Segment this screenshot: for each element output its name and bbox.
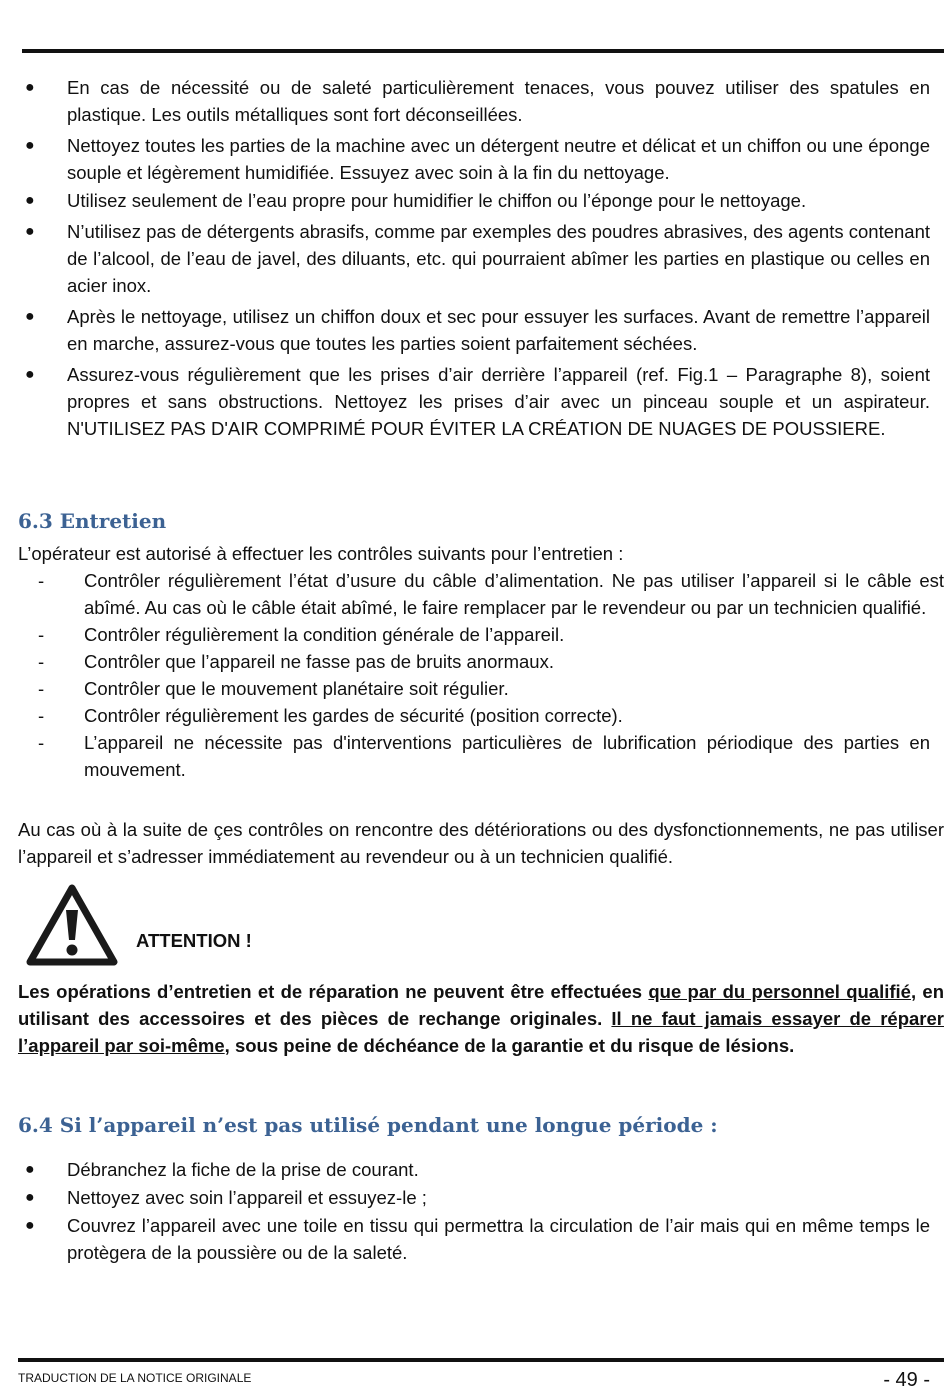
list-item: ● N’utilisez pas de détergents abrasifs, comme par exemples des poudres abrasives, des agents contenant de l’alcool, de l’eau de javel, des diluants, etc. qui pourraient abîmer les parties en plastique ou celles en acier inox. — [18, 218, 930, 299]
list-item: ● Nettoyez toutes les parties de la machine avec un détergent neutre et délicat et un chiffon ou une éponge souple et légèrement humidifiée. Essuyez avec soin à la fin du nettoyage. — [18, 132, 930, 186]
dash-icon: - — [38, 705, 45, 726]
dash-icon: - — [38, 570, 45, 591]
maintenance-outro: Au cas où à la suite de çes contrôles on rencontre des détériorations ou des dysfonctionnements, ne pas utiliser l’appareil et s’adresser immédiatement au revendeur ou à un technicien qualifié. — [18, 819, 944, 867]
bullet-icon: ● — [25, 308, 35, 325]
list-item: - L’appareil ne nécessite pas d'interventions particulières de lubrification périodique des parties en mouvement. — [18, 729, 930, 783]
list-item: ● Débranchez la fiche de la prise de courant. — [18, 1156, 930, 1183]
dash-icon: - — [38, 732, 45, 753]
bullet-icon: ● — [25, 1217, 35, 1234]
list-item: - Contrôler que l’appareil ne fasse pas de bruits anormaux. — [18, 648, 944, 675]
footer-rule — [18, 1358, 944, 1362]
warning-paragraph: Les opérations d’entretien et de réparation ne peuvent être effectuées que par du personnel qualifié, en utilisant des accessoires et des pièces de rechange originales. Il ne faut jamais essayer de réparer l’appareil par soi-même, sous peine de déchéance de la garantie et du risque de lésions. — [18, 981, 945, 1056]
section-heading-maintenance: 6.3 Entretien — [18, 509, 167, 533]
page-number: - 49 - — [883, 1369, 930, 1391]
bullet-icon: ● — [25, 1161, 35, 1178]
bullet-icon: ● — [25, 1189, 35, 1206]
list-item: - Contrôler régulièrement les gardes de sécurité (position correcte). — [18, 702, 944, 729]
dash-icon: - — [38, 678, 45, 699]
attention-label: ATTENTION ! — [136, 930, 252, 951]
dash-icon: - — [38, 651, 45, 672]
maintenance-dash-list — [18, 567, 944, 783]
bullet-icon: ● — [25, 366, 35, 383]
bullet-icon: ● — [25, 192, 35, 209]
list-item: - Contrôler régulièrement la condition générale de l’appareil. — [18, 621, 944, 648]
header-rule — [22, 49, 944, 53]
warning-triangle-icon — [26, 884, 118, 966]
list-item: - Contrôler que le mouvement planétaire soit régulier. — [18, 675, 944, 702]
list-item: ● Couvrez l’appareil avec une toile en tissu qui permettra la circulation de l’air mais qui en même temps le protègera de la poussière ou de la saleté. — [18, 1212, 930, 1266]
list-item: ● Utilisez seulement de l’eau propre pour humidifier le chiffon ou l’éponge pour le nettoyage. — [18, 187, 930, 214]
storage-bullet-list — [18, 1156, 930, 1267]
list-item: - Contrôler régulièrement l’état d’usure du câble d’alimentation. Ne pas utiliser l’appareil si le câble est abîmé. Au cas où le câble était abîmé, le faire remplacer par le revendeur ou par un technicien qualifié. — [18, 567, 944, 621]
bullet-icon: ● — [25, 137, 35, 154]
bullet-icon: ● — [25, 223, 35, 240]
dash-icon: - — [38, 624, 45, 645]
section-heading-storage: 6.4 Si l’appareil n’est pas utilisé pendant une longue période : — [18, 1113, 718, 1137]
list-item: ● En cas de nécessité ou de saleté particulièrement tenaces, vous pouvez utiliser des spatules en plastique. Les outils métalliques sont fort déconseillées. — [18, 74, 930, 128]
list-item: ● Après le nettoyage, utilisez un chiffon doux et sec pour essuyer les surfaces. Avant de remettre l’appareil en marche, assurez-vous que toutes les parties soient parfaitement séchées. — [18, 303, 930, 357]
list-item: ● Nettoyez avec soin l’appareil et essuyez-le ; — [18, 1184, 930, 1211]
footer-note: TRADUCTION DE LA NOTICE ORIGINALE — [18, 1371, 252, 1385]
cleaning-bullet-list — [18, 74, 930, 443]
list-item: ● Assurez-vous régulièrement que les prises d’air derrière l’appareil (ref. Fig.1 – Paragraphe 8), soient propres et sans obstructions. Nettoyez les prises d’air avec un pinceau souple et un aspirateur. N'UTILISEZ PAS D'AIR COMPRIMÉ POUR ÉVITER LA CRÉATION DE NUAGES DE POUSSIERE. — [18, 361, 930, 442]
bullet-icon: ● — [25, 79, 35, 96]
maintenance-intro: L’opérateur est autorisé à effectuer les contrôles suivants pour l’entretien : — [18, 543, 624, 564]
